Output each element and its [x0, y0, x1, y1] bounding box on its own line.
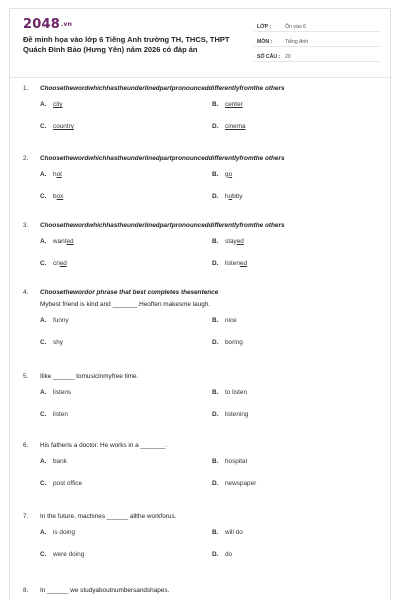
underlined-part: ot [56, 171, 62, 178]
option-letter: C. [40, 411, 47, 418]
meta-count-row [254, 50, 380, 62]
option-text-part: b [53, 193, 57, 200]
meta-label: SỐ CÂU : [257, 54, 281, 60]
option-text [53, 123, 74, 130]
option-text-part: listens [53, 389, 72, 396]
option-letter: C. [40, 193, 47, 200]
underlined-part: ed [66, 238, 74, 245]
option-text-part: to listen [225, 389, 248, 396]
site-logo[interactable]: 2048.vn [23, 17, 73, 32]
option-text [225, 260, 247, 267]
meta-value: Tiếng Anh [285, 39, 309, 45]
question-stem: Choosethewordwhichhastheunderlinedpartpronounceddifferentlyfromthe others [40, 222, 285, 229]
option-text [225, 480, 256, 487]
option-text [225, 123, 246, 130]
option-letter: A. [40, 529, 47, 536]
question-stem: In the future, machines ______ allthe workforus. [40, 513, 177, 520]
option-text [53, 238, 74, 245]
option-text-part: h [53, 171, 57, 178]
option-text [225, 458, 247, 465]
question-number: 7. [23, 513, 29, 520]
option-text-part: listen [225, 260, 240, 267]
underlined-part: cinema [225, 123, 246, 130]
option-text-part: stay [225, 238, 237, 245]
question-number: 1. [23, 85, 29, 92]
option-letter: C. [40, 339, 47, 346]
option-text-part: do [225, 551, 233, 558]
option-text-part: bby [232, 193, 243, 200]
option-text [53, 458, 67, 465]
question-number: 8. [23, 587, 29, 594]
underlined-part: o [228, 193, 233, 200]
underlined-part: city [53, 101, 63, 108]
option-letter: C. [40, 260, 47, 267]
underlined-part: ed [239, 260, 248, 267]
option-text [53, 171, 62, 178]
question-number: 2. [23, 155, 29, 162]
question-stem: Ilike ______ tomusicinmyfree time. [40, 373, 139, 380]
option-text [53, 389, 71, 396]
question-number: 3. [23, 222, 29, 229]
option-letter: B. [212, 529, 219, 536]
meta-label: MÔN : [257, 39, 273, 45]
document-title: Đề minh họa vào lớp 6 Tiếng Anh trường TH, THCS, THPT Quách Đình Bảo (Hưng Yên) năm 2026 có đáp án [23, 35, 230, 54]
option-text-part: post office [53, 480, 83, 487]
option-letter: C. [40, 551, 47, 558]
underlined-part: o [228, 171, 233, 178]
option-letter: B. [212, 101, 219, 108]
option-text-part: will do [225, 529, 243, 536]
option-letter: A. [40, 389, 47, 396]
option-letter: D. [212, 260, 219, 267]
option-text [53, 480, 82, 487]
option-letter: D. [212, 339, 219, 346]
option-text-part: hospital [225, 458, 248, 465]
underlined-part: center [225, 101, 243, 108]
question-sentence: Mybest friend is kind and _______.Heoften makesme laugh. [40, 301, 211, 308]
worksheet [9, 8, 391, 600]
underlined-part: ed [236, 238, 244, 245]
option-letter: C. [40, 123, 47, 130]
option-letter: B. [212, 458, 219, 465]
option-letter: A. [40, 171, 47, 178]
option-text-part: newspaper [225, 480, 257, 487]
option-text [225, 193, 242, 200]
option-text-part: bank [53, 458, 67, 465]
option-text-part: shy [53, 339, 63, 346]
option-text-part: is doing [53, 529, 76, 536]
underlined-part: ox [56, 193, 64, 200]
option-letter: B. [212, 317, 219, 324]
option-letter: A. [40, 317, 47, 324]
option-letter: D. [212, 411, 219, 418]
meta-value: Ôn vào 6 [285, 24, 307, 30]
option-text [225, 411, 248, 418]
option-text [53, 411, 68, 418]
underlined-part: ed [59, 260, 67, 267]
question-stem: In ______ we studyaboutnumbersandshapes. [40, 587, 170, 594]
meta-label: LỚP : [257, 24, 272, 30]
option-text-part: cri [53, 260, 60, 267]
option-text-part: listening [225, 411, 249, 418]
option-letter: A. [40, 458, 47, 465]
option-text [225, 529, 243, 536]
question-stem: Choosethewordwhichhastheunderlinedpartpronounceddifferentlyfromthe others [40, 85, 285, 92]
option-text [53, 193, 63, 200]
option-letter: A. [40, 238, 47, 245]
option-text [53, 339, 63, 346]
option-text [53, 317, 69, 324]
meta-value: 20 [285, 54, 291, 60]
meta-class-row [254, 20, 380, 32]
option-text-part: listen [53, 411, 68, 418]
option-text [53, 529, 75, 536]
option-text [225, 171, 232, 178]
option-text-part: were doing [53, 551, 85, 558]
question-stem: Choosethewordor phrase that best completes thesentence [40, 289, 219, 296]
option-letter: D. [212, 193, 219, 200]
option-letter: C. [40, 480, 47, 487]
option-text [225, 101, 243, 108]
option-text-part: want [53, 238, 67, 245]
option-text-part: boring [225, 339, 243, 346]
option-text [53, 551, 84, 558]
option-letter: B. [212, 238, 219, 245]
option-text-part: g [225, 171, 229, 178]
option-text [225, 317, 237, 324]
option-letter: D. [212, 123, 219, 130]
option-letter: B. [212, 171, 219, 178]
option-text-part: funny [53, 317, 69, 324]
question-stem: Choosethewordwhichhastheunderlinedpartpronounceddifferentlyfromthe others [40, 155, 285, 162]
option-text [53, 101, 63, 108]
option-text [225, 339, 243, 346]
option-letter: D. [212, 480, 219, 487]
underlined-part: country [53, 123, 74, 130]
option-text [225, 389, 247, 396]
option-letter: D. [212, 551, 219, 558]
question-stem: His fatheris a doctor. He works in a _______. [40, 442, 168, 449]
option-text [225, 551, 232, 558]
option-text-part: h [225, 193, 229, 200]
meta-subject-row [254, 35, 380, 47]
question-number: 6. [23, 442, 29, 449]
option-letter: B. [212, 389, 219, 396]
option-letter: A. [40, 101, 47, 108]
question-number: 5. [23, 373, 29, 380]
worksheet-header [10, 9, 392, 73]
header-divider [10, 77, 392, 78]
option-text [225, 238, 244, 245]
option-text-part: nice [225, 317, 237, 324]
option-text [53, 260, 67, 267]
question-number: 4. [23, 289, 29, 296]
